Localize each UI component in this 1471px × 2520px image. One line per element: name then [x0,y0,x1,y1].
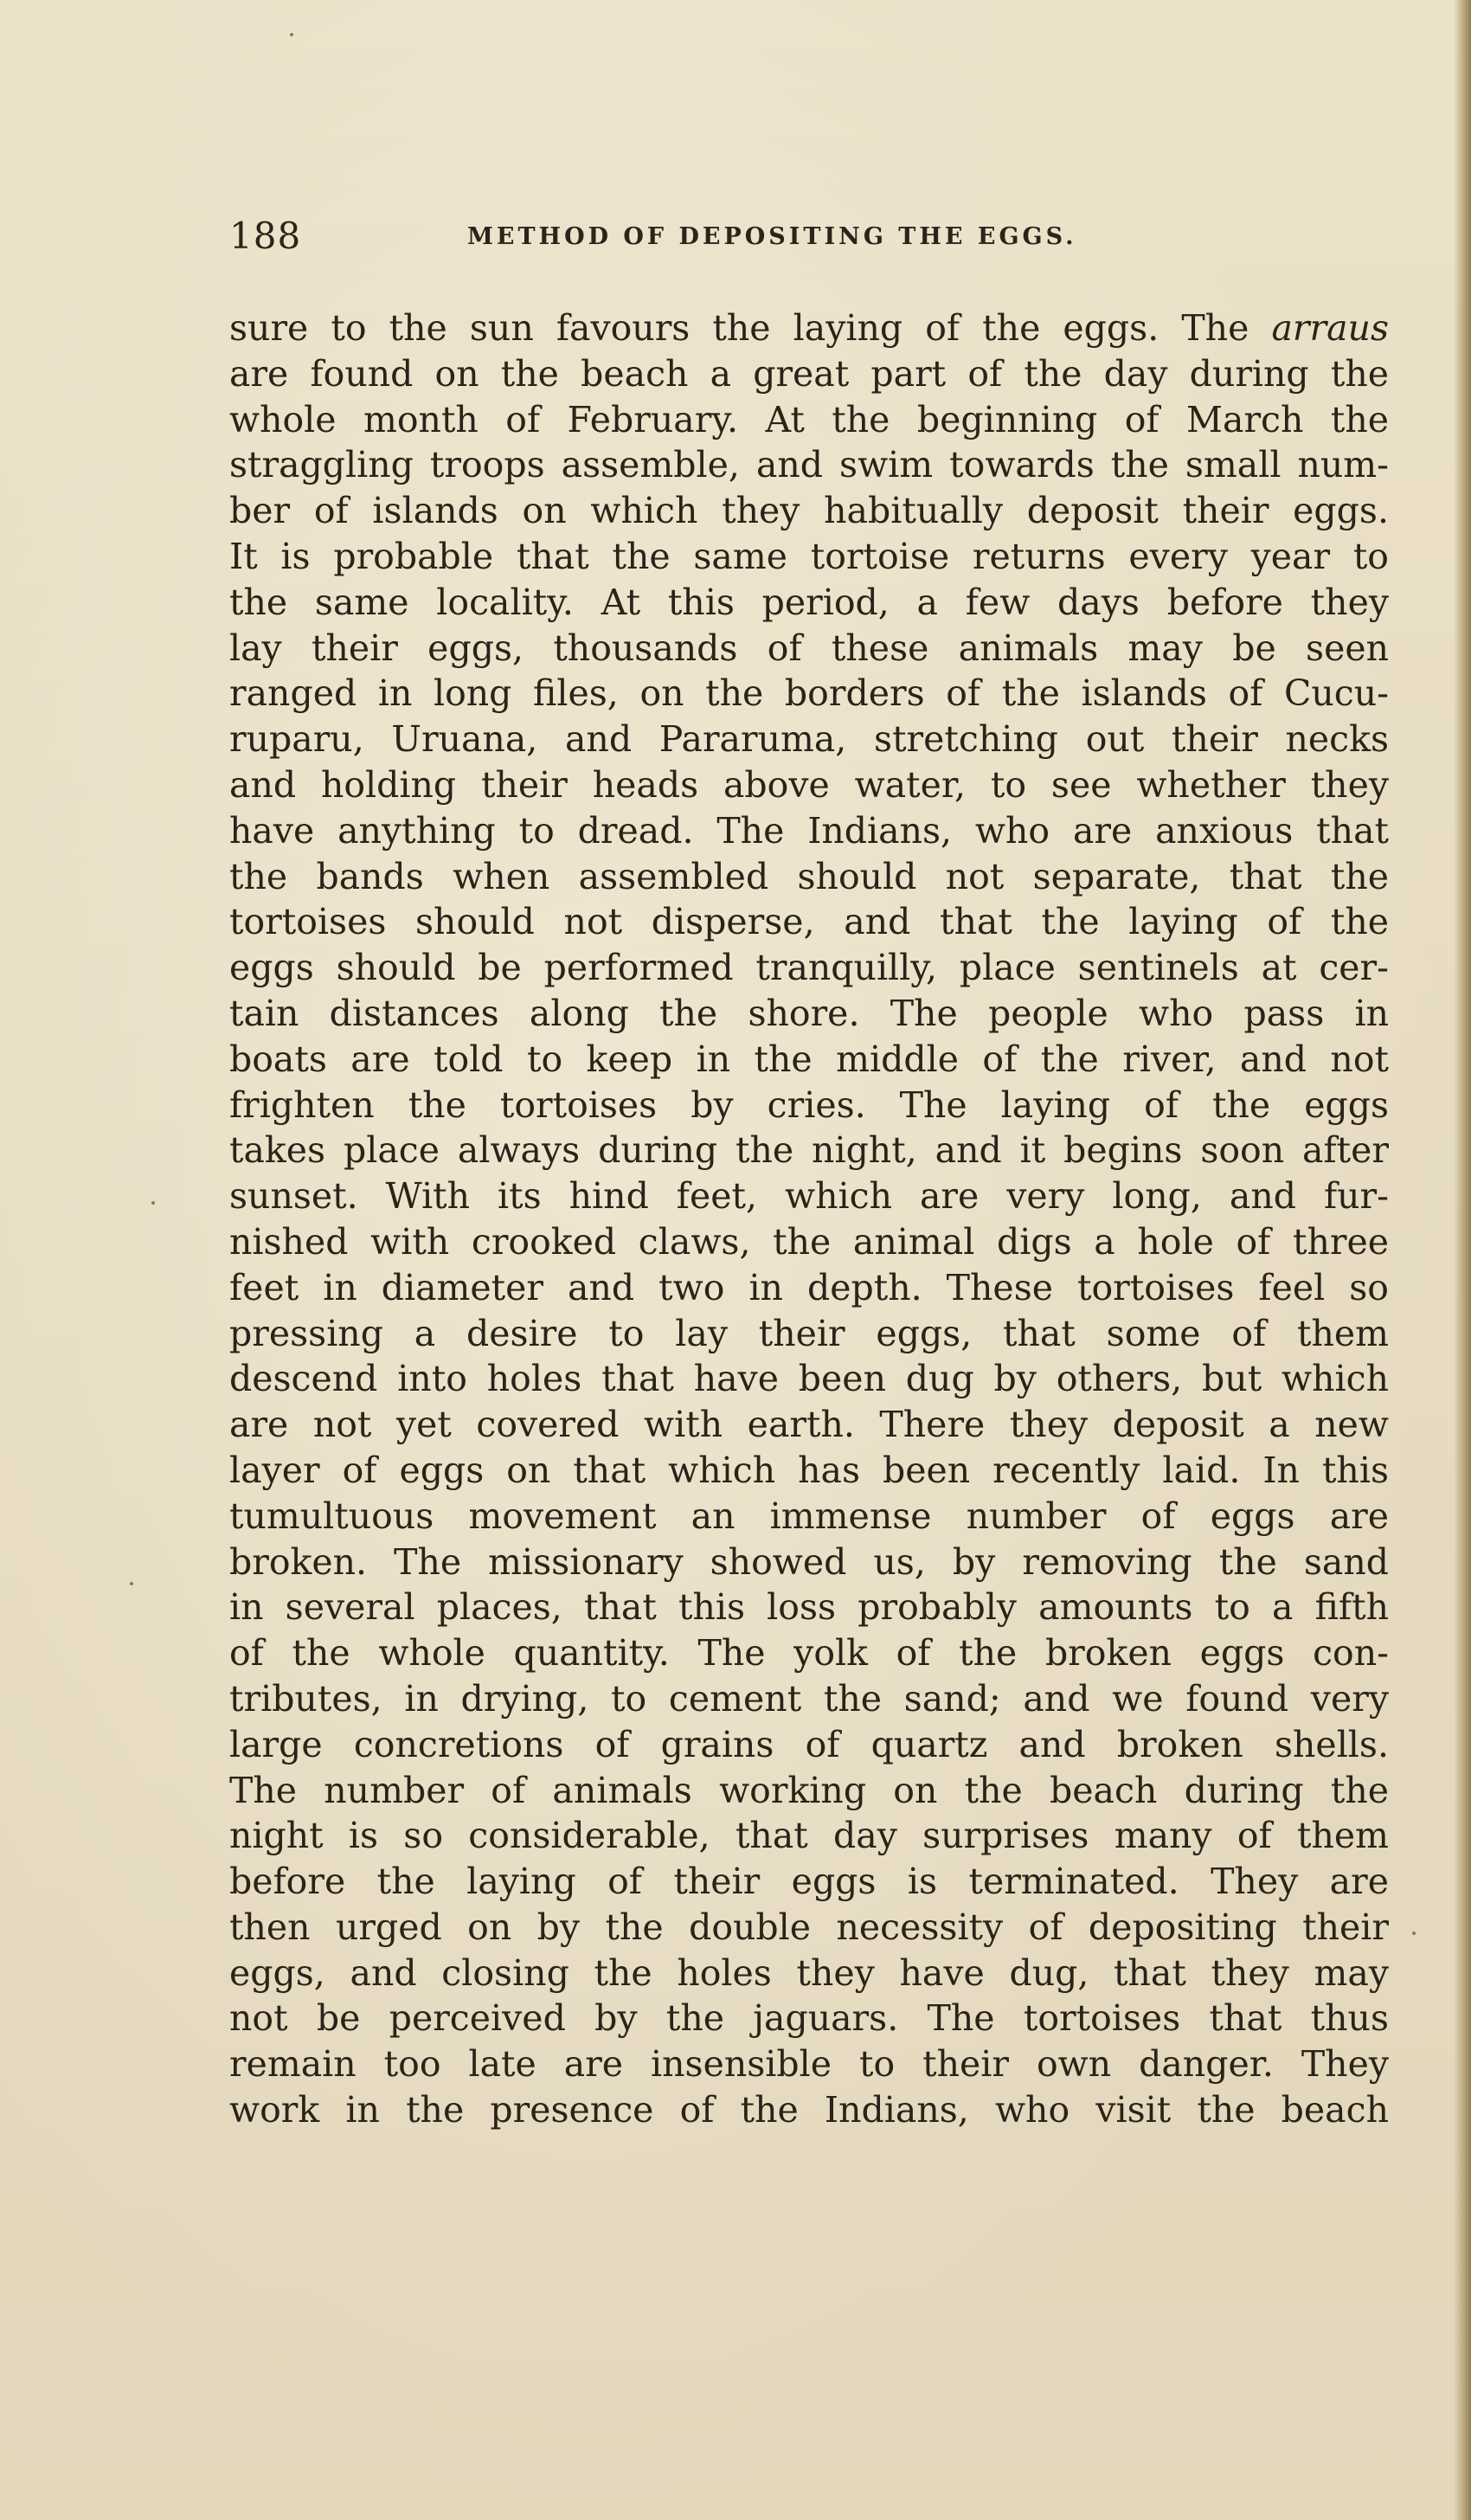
text-line-content: are not yet covered with earth. There they deposit a new [229,1404,1389,1446]
text-line-content: frighten the tortoises by cries. The laying of the eggs [229,1083,1389,1126]
text-line-content: in several places, that this loss probably amounts to a fifth [229,1586,1389,1629]
text-line [229,534,1389,580]
text-line-content: remain too late are insensible to their own danger. They [229,2043,1389,2086]
text-line [229,1722,1389,1768]
text-line [229,1448,1389,1494]
paper-speck [1412,1932,1416,1935]
italic-term: arraus [1271,307,1389,349]
text-line [229,1356,1389,1402]
text-line [229,1219,1389,1265]
text-line [229,945,1389,991]
text-line [229,1951,1389,1996]
text-line [229,1402,1389,1448]
page-binding-edge [1454,0,1471,2520]
text-line-content: of the whole quantity. The yolk of the broken eggs con- [229,1632,1389,1675]
text-line [229,1859,1389,1905]
text-line [229,1676,1389,1722]
text-line [229,808,1389,854]
text-line [229,1083,1389,1128]
paper-speck [130,1582,133,1585]
text-line-content: are found on the beach a great part of the day during the [229,352,1389,395]
page-number: 188 [229,215,302,257]
text-line-content: eggs should be performed tranquilly, place sentinels at cer- [229,947,1389,989]
text-line [229,2041,1389,2087]
text-line [229,717,1389,762]
text-line-content: night is so considerable, that day surprises many of them [229,1815,1389,1857]
text-line [229,580,1389,626]
text-line [229,1905,1389,1951]
text-line-content: feet in diameter and two in depth. These tortoises feel so [229,1266,1389,1308]
text-line [229,397,1389,443]
text-line [229,1540,1389,1585]
text-line-content: pressing a desire to lay their eggs, that some of them [229,1312,1389,1354]
text-line-content: tumultuous movement an immense number of eggs are [229,1495,1389,1537]
text-line-content: large concretions of grains of quartz and broken shells. [229,1723,1389,1765]
paper-speck [151,1201,155,1205]
text-line [229,1265,1389,1311]
text-line [229,626,1389,672]
text-line-content: boats are told to keep in the middle of the river, and not [229,1038,1389,1080]
text-line [229,899,1389,945]
text-line-content: lay their eggs, thousands of these animals may be seen [229,627,1389,669]
text-line-content: sunset. With its hind feet, which are very long, and fur- [229,1175,1389,1218]
text-line-content: The number of animals working on the beach during the [229,1769,1389,1811]
text-line [229,991,1389,1037]
text-line [229,1768,1389,1814]
text-line-content: tortoises should not disperse, and that the laying of the [229,901,1389,943]
text-line [229,1494,1389,1540]
text-line [229,854,1389,900]
text-line-content: work in the presence of the Indians, who visit the beach [229,2089,1389,2131]
text-line-content: sure to the sun favours the laying of the eggs. The [229,307,1272,349]
text-line [229,1311,1389,1357]
text-line-content: eggs, and closing the holes they have dug, that they may [229,1951,1389,1994]
text-line-content: straggling troops assemble, and swim towards the small num- [229,444,1389,486]
text-line [229,1173,1389,1219]
text-line [229,1585,1389,1630]
body-text [229,305,1389,2133]
text-line-content: then urged on by the double necessity of depositing their [229,1906,1389,1948]
text-line [229,2087,1389,2133]
text-line-content: takes place always during the night, and it begins soon after [229,1129,1389,1172]
text-line-content: the same locality. At this period, a few days before they [229,581,1389,623]
text-line [229,305,1389,351]
text-line-content: have anything to dread. The Indians, who are anxious that [229,809,1389,852]
text-line-content: layer of eggs on that which has been recently laid. In this [229,1449,1389,1491]
text-line [229,488,1389,534]
text-line-content: nished with crooked claws, the animal digs a hole of three [229,1220,1389,1263]
text-line [229,1037,1389,1083]
text-line [229,351,1389,397]
text-line-content: tain distances along the shore. The people who pass in [229,992,1389,1034]
text-line-content: tributes, in drying, to cement the sand; and we found very [229,1677,1389,1720]
text-line-content: It is probable that the same tortoise returns every year to [229,535,1389,577]
text-line-content: not be perceived by the jaguars. The tortoises that thus [229,1997,1389,2040]
text-line-content: ruparu, Uruana, and Pararuma, stretching out their necks [229,718,1389,761]
text-line [229,1128,1389,1173]
text-line [229,762,1389,808]
text-line [229,1630,1389,1676]
text-line-content: broken. The missionary showed us, by removing the sand [229,1540,1389,1583]
text-line-content: descend into holes that have been dug by others, but which [229,1358,1389,1400]
text-line [229,1813,1389,1859]
page-header [229,215,1389,267]
text-line-content: and holding their heads above water, to see whether they [229,763,1389,806]
text-line [229,671,1389,717]
text-line-content: ber of islands on which they habitually deposit their eggs. [229,490,1389,532]
text-line-content: whole month of February. At the beginning of March the [229,398,1389,440]
text-line [229,1996,1389,2041]
text-line-content: the bands when assembled should not separate, that the [229,855,1389,897]
running-head: METHOD OF DEPOSITING THE EGGS. [467,223,1077,250]
text-line-content: before the laying of their eggs is terminated. They are [229,1861,1389,1903]
text-line [229,442,1389,488]
paper-speck [290,33,293,36]
text-line-content: ranged in long files, on the borders of the islands of Cucu- [229,672,1389,715]
